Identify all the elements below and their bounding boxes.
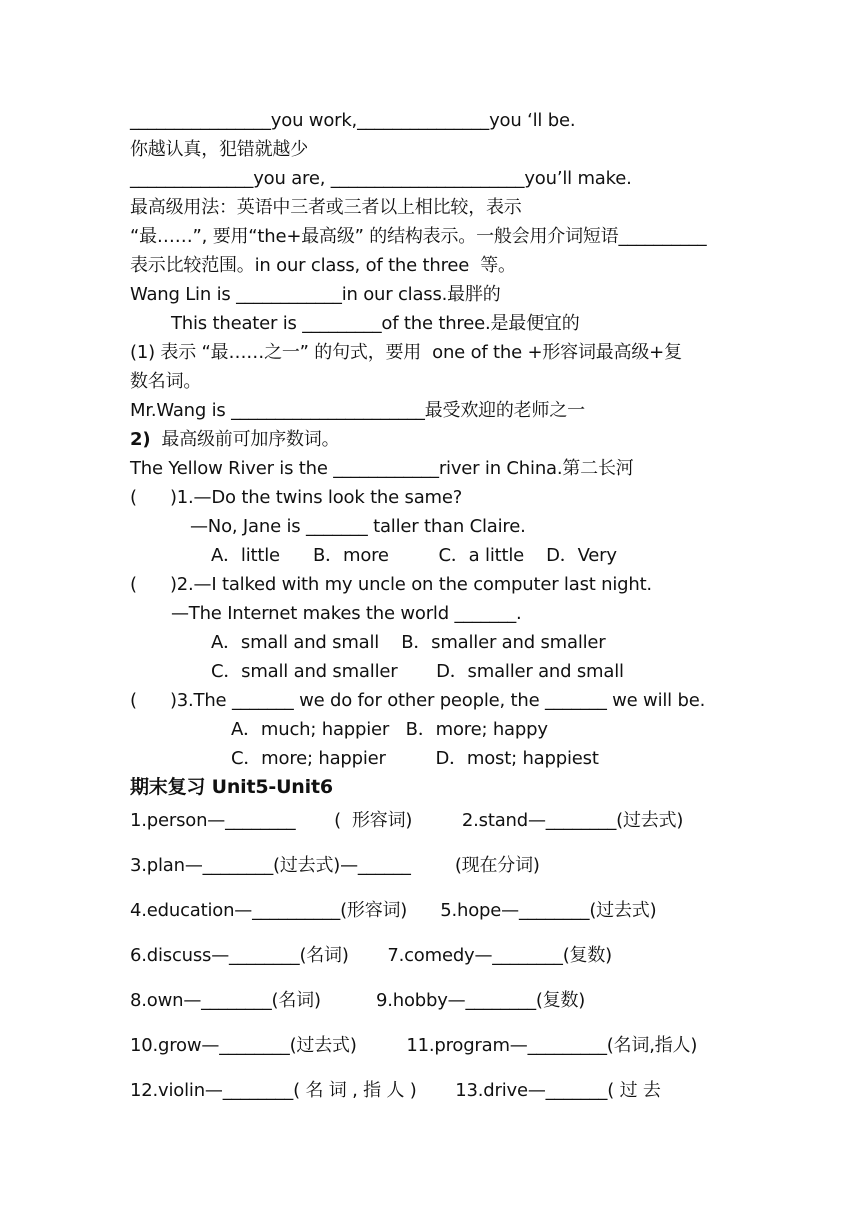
question-3-options-ab: A．much; happier B．more; happy [231, 719, 548, 740]
question-3-options-cd: C．more; happier D．most; happiest [231, 748, 599, 769]
grammar-line-8: This theater is _________of the three.是最便宜的 [171, 313, 580, 334]
review-row-7: 12.violin—________( 名 词 , 指 人 ) 13.drive—_______( 过 去 [130, 1080, 661, 1101]
grammar-line-12 [130, 428, 339, 452]
review-row-1: 1.person—________ ( 形容词) 2.stand—________(过去式) [130, 810, 684, 831]
review-row-3: 4.education—__________(形容词) 5.hope—________(过去式) [130, 900, 657, 921]
ordinal-note: 最高级前可加序数词。 [150, 429, 340, 450]
grammar-line-2: 你越认真，犯错就越少 [130, 139, 308, 160]
grammar-line-4: 最高级用法：英语中三者或三者以上相比较，表示 [130, 197, 522, 218]
grammar-line-13: The Yellow River is the ____________river in China.第二长河 [130, 458, 634, 479]
question-1-reply: —No, Jane is _______ taller than Claire. [190, 516, 526, 537]
grammar-line-5: “最……”, 要用“the+最高级” 的结构表示。一般会用介词短语__________ [130, 226, 707, 247]
review-row-2: 3.plan—________(过去式)—______ (现在分词) [130, 855, 540, 876]
grammar-line-3: ______________you are, ______________________you’ll make. [130, 168, 632, 189]
question-2-reply: —The Internet makes the world _______. [171, 603, 522, 624]
grammar-line-7: Wang Lin is ____________in our class.最胖的 [130, 284, 501, 305]
review-row-5: 8.own—________(名词) 9.hobby—________(复数) [130, 990, 586, 1011]
question-3-stem: ( )3.The _______ we do for other people, the _______ we will be. [130, 690, 706, 711]
question-1-options: A．little B．more C．a little D．Very [211, 545, 617, 566]
ordinal-number-label: 2) [130, 429, 151, 450]
review-row-6: 10.grow—________(过去式) 11.program—_________(名词,指人) [130, 1035, 698, 1056]
grammar-line-1: ________________you work,_______________you ‘ll be. [130, 110, 576, 131]
question-2-stem: ( )2.—I talked with my uncle on the computer last night. [130, 574, 652, 595]
review-section-title: 期末复习 Unit5-Unit6 [130, 776, 333, 798]
grammar-line-10: 数名词。 [130, 371, 202, 392]
question-2-options-cd: C．small and smaller D．smaller and small [211, 661, 624, 682]
review-row-4: 6.discuss—________(名词) 7.comedy—________(复数) [130, 945, 612, 966]
grammar-line-9: (1) 表示 “最……之一” 的句式，要用 one of the +形容词最高级+复 [130, 342, 682, 363]
grammar-line-11: Mr.Wang is ______________________最受欢迎的老师之一 [130, 400, 585, 421]
question-1-stem: ( )1.—Do the twins look the same? [130, 487, 463, 508]
question-2-options-ab: A．small and small B．smaller and smaller [211, 632, 606, 653]
grammar-line-6: 表示比较范围。in our class, of the three 等。 [130, 255, 516, 276]
